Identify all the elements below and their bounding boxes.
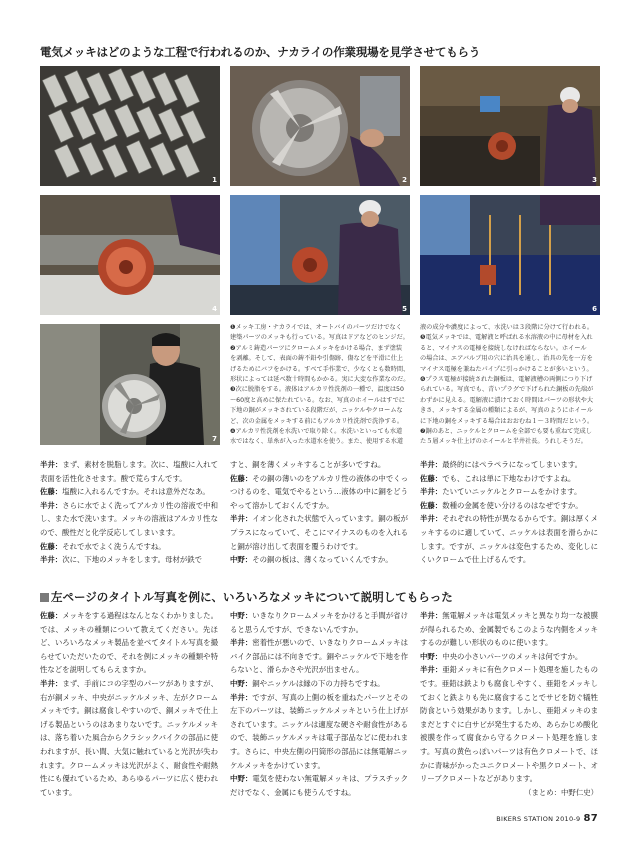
speaker: 佐藤： — [40, 487, 63, 497]
speaker: 中野： — [230, 611, 253, 620]
caption-line: げるためにバフをかける。すべて手作業で、少なくとも数時間、 — [230, 365, 410, 373]
caption-line: を剥離。そして、表面の鋳不鉛や引傷跡、傷などを平滑に仕上 — [230, 355, 404, 363]
speaker: 中野： — [230, 555, 253, 565]
caption-line: 液の成分や濃度によって、水洗いは３段階に分けて行われる。 — [420, 324, 594, 331]
photo-copper-plating — [420, 195, 600, 315]
dialogue-text: 数種の金属を使い分けるのはなぜですか。 — [442, 500, 583, 510]
dialogue-line — [420, 485, 598, 499]
dialogue-text: 無電解メッキは電気メッキと異なり均一な被膜が得られるため、金属製でもこのような内側をメッキするのが難しい形状のものに使います。 — [420, 611, 598, 648]
page-number: 87 — [583, 813, 598, 824]
speaker: 中野： — [230, 774, 253, 784]
square-bullet-icon — [40, 593, 49, 602]
dialogue-text: すと、銅を薄くメッキすることが多いですね。 — [230, 460, 386, 469]
dialogue-line — [230, 636, 408, 677]
speaker: 半井： — [40, 460, 63, 469]
speaker: 佐藤： — [420, 500, 443, 510]
dialogue-text: 銅やニッケルは縁の下の力持ちですね。 — [252, 678, 385, 688]
dialogue-text: 中央の小さいパーツのメッキは何ですか。 — [442, 651, 583, 661]
photo-buffing — [230, 66, 410, 186]
page-footer — [496, 813, 598, 824]
speaker: 佐藤： — [230, 473, 253, 483]
caption-line: 下地の銅がメッキされている段階だが、ニッケルやクロームな — [230, 407, 403, 415]
photo-hinges — [40, 66, 220, 186]
dialogue-line — [40, 540, 218, 554]
caption-line: ど、次の金属をメッキする前にもアルカリ性洗剤で洗浄する。 — [230, 417, 404, 425]
photo-caption-right — [420, 323, 604, 448]
byline — [420, 786, 598, 800]
dialogue-line — [230, 609, 408, 636]
dialogue-line — [40, 609, 218, 677]
caption-line: ❸次に脱脂をする。液体はアルカリ性洗剤の一種で、温度は50 — [230, 386, 404, 394]
dialogue-text: 電気を使わない無電解メッキは、プラスチックだけでなく、金属にも使うんですね。 — [230, 774, 408, 797]
photo-number: 4 — [212, 305, 217, 313]
speaker: 佐藤： — [40, 611, 63, 620]
dialogue-text: メッキをする過程はなんとなくわかりました。では、メッキの種類について教えてください。先ほど、いろいろなメッキ製品を並べてタイトル写真を撮らせていただいたので、それを例にメッキの種類や特性などを説明してもらえますか。 — [40, 611, 218, 675]
caption-line: 水ではなく、単糸が入った水道水を使う。また、使用する水道 — [230, 438, 404, 446]
dialogue-text: 亜鉛メッキに有色クロメート処理を施したものです。亜鉛は鉄よりも腐食しやすく、亜鉛をメッキしておくと鉄よりも先に腐食することでサビを防ぐ犠牲防食という効果があります。しかし、亜鉛メッキのままだとすぐに白サビが発生するため、あらかじめ酸化被膜を作って腐食から守るクロメート処理を施します。写真の黄色っぽいパーツは有色クロメートで、ほかに青味がかったユニクロメートや黒クロメート、オリーブクロメートなどがあります。 — [420, 665, 598, 784]
photo-rinsing — [40, 195, 220, 315]
dialogue-line — [420, 663, 598, 785]
dialogue-text: 密着性が悪いので、いきなりクロームメッキはバイク部品には不向きです。銅やニッケルで下地を作らないと、滑らかさや光沢が出ません。 — [230, 638, 408, 675]
speaker: 半井： — [420, 460, 443, 469]
dialogue-line — [420, 650, 598, 664]
dialogue-line — [420, 458, 598, 472]
dialogue-text: さらに水でよく洗ってアルカリ性の溶液で中和し、また水で洗います。メッキの溶液はアルカリ性なので、酸性だと化学反応してしまいます。 — [40, 500, 218, 537]
speaker: 半井： — [40, 500, 63, 510]
speaker: 半井： — [420, 611, 443, 620]
dialogue-line — [230, 772, 408, 799]
dialogue-line — [230, 553, 408, 567]
caption-line: ❻プラス電極が接続された銅板は、電解液槽の両側につり下げ — [420, 376, 593, 384]
dialogue-line — [230, 512, 408, 553]
caption-line: た５層メッキ仕上げのホイールと半井社長。うれしそうだ。 — [420, 438, 587, 446]
photo-number: 5 — [402, 305, 407, 313]
speaker: 半井： — [420, 487, 443, 497]
photo-number: 7 — [212, 435, 217, 443]
dialogue-line — [420, 472, 598, 486]
caption-line: ❺電気メッキでは、電解液と呼ばれる水溶液の中に母材を入れ — [420, 334, 593, 342]
photo-number: 2 — [402, 176, 407, 184]
speaker: 半井： — [230, 514, 253, 524]
dialogue-text: たいていニッケルとクロームをかけます。 — [442, 487, 582, 497]
dialogue-text: いきなりクロームメッキをかけると手間が省けると思うんですが、できないんですか。 — [230, 611, 408, 634]
page-heading: 電気メッキはどのような工程で行われるのか、ナカライの作業現場を見学させてもらう — [40, 45, 481, 59]
dialogue-text: その銅の板は、薄くなっていくんですか。 — [252, 555, 393, 565]
dialogue-line — [40, 458, 218, 485]
dialogue-text: でも、これは単に下地なわけですよね。 — [442, 473, 576, 483]
dialogue-text: 最終的にはペラペラになってしまいます。 — [442, 460, 583, 469]
magazine-name: BIKERS STATION 2010-9 — [496, 815, 581, 823]
dialogue-text: その銅の薄いのをアルカリ性の液体の中でくっつけるのを、電気でやるという…液体の中に銅をどうやって溶かしておくんですか。 — [230, 473, 408, 510]
speaker: 半井： — [40, 555, 63, 565]
caption-line: ❹アルカリ性洗剤を水洗いで取り除く。水洗いといっても水道 — [230, 428, 403, 436]
caption-line: ると、マイナスの電極を接続しなければならない。ホイール — [420, 344, 587, 352]
dialogue-line — [230, 458, 408, 472]
dialogue-text: 塩酸に入れるんですか。それは意外だなあ。 — [62, 487, 210, 497]
photo-electrode — [230, 195, 410, 315]
caption-line: わずかに見える。電解液に漬けておく時間はパーツの形状や大 — [420, 396, 594, 404]
dialogue-text: それぞれの特性が異なるからです。銅は厚くメッキするのに適していて、ニッケルは表面を滑らかにします。ですが、ニッケルは変色するため、変化しにくいクロームで仕上げるんです。 — [420, 514, 598, 565]
caption-line: られている。写真でも、青いプラグで下げられた銅板の先端が — [420, 386, 594, 394]
dialogue-text: まず、素材を脱脂します。次に、塩酸に入れて表面を活性化させます。酸で荒らすんです。 — [40, 460, 218, 483]
dialogue-line — [230, 472, 408, 513]
dialogue-line — [40, 485, 218, 499]
dialogue-line — [420, 499, 598, 513]
dialogue-line — [230, 677, 408, 691]
caption-line: に下地の銅をメッキする場合はおおむね１～３時間だという。 — [420, 417, 594, 425]
speaker: 半井： — [420, 665, 443, 675]
photo-president-wheel — [40, 324, 220, 445]
caption-line: きさ、メッキする金属の種類によるが、写真のようにホイール — [420, 407, 593, 415]
speaker: 佐藤： — [40, 541, 63, 551]
photo-caption-left — [230, 323, 414, 448]
photo-degreasing — [420, 66, 600, 186]
interview-column-5 — [230, 609, 408, 799]
dialogue-line — [420, 512, 598, 566]
dialogue-text: ですが、写真の上側の板を重ねたパーツとその左下のパーツは、装飾ニッケルメッキという仕上げがされています。ニッケルは適度な硬さや耐食性があるので、装飾ニッケルメッキは電子部品などに使われます。さらに、中央左側の円筒形の部品には無電解ニッケルメッキをかけています。 — [230, 692, 408, 770]
interview-column-3 — [420, 458, 598, 567]
speaker: 半井： — [230, 692, 253, 702]
interview-column-6 — [420, 609, 598, 799]
interview-column-1 — [40, 458, 218, 567]
speaker: 中野： — [230, 678, 253, 688]
interview-column-4 — [40, 609, 218, 799]
dialogue-text: イオン化された状態で入っています。銅の板がプラスになっていて、そこにマイナスのものを入れると銅が溶け出して表面を覆うわけです。 — [230, 514, 408, 551]
speaker: 半井： — [40, 678, 63, 688]
dialogue-text: 次に、下地のメッキをします。母材が鉄で — [62, 555, 203, 565]
caption-line: マイナス電極を兼ねたパイプに引っかけることが多いという。 — [420, 365, 593, 373]
dialogue-line — [40, 553, 218, 567]
caption-line: の場合は、エアバルブ用の穴に治具を通し、治具の先を一方を — [420, 355, 593, 363]
caption-line: ～60度と高めに保たれている。なお、写真のホイールはすでに — [230, 396, 405, 404]
interview-column-2 — [230, 458, 408, 567]
speaker: 半井： — [230, 638, 253, 648]
speaker: 半井： — [420, 514, 443, 524]
speaker: 中野： — [420, 651, 443, 661]
caption-line: ❼銅のあと、ニッケルとクロームを全部でも要も重ねて完成し — [420, 428, 592, 436]
section-heading-text: 左ページのタイトル写真を例に、いろいろなメッキについて説明してもらった — [51, 590, 453, 604]
photo-number: 3 — [592, 176, 597, 184]
caption-line: ❶メッキ工房・ナカライでは、オートバイのパーツだけでなく — [230, 324, 402, 331]
photo-number: 1 — [212, 176, 217, 184]
byline-text: （まとめ：中野仁史） — [524, 787, 598, 797]
caption-line: 形状によっては延べ数十時間もかかる。実に大変な作業なのだ。 — [230, 376, 410, 384]
section-heading — [40, 589, 453, 605]
dialogue-line — [420, 609, 598, 650]
dialogue-line — [40, 677, 218, 799]
dialogue-text: それで水でよく洗うんですね。 — [62, 541, 166, 551]
photo-number: 6 — [592, 305, 597, 313]
dialogue-text: まず、手前にコの字型のパーツがありますが、右が銅メッキ、中央がニッケルメッキ、左がクロームメッキです。銅は腐食しやすいので、銅メッキで仕上げる製品というのはあまりないです。ニッケルメッキは、落ち着いた風合からクラシックバイクの部品に使われますが、長い間、大気に触れていると光沢が失われます。クロームメッキは光沢がよく、耐食性や耐熱性にも優れているため、あらゆるパーツに広く使われています。 — [40, 678, 218, 797]
caption-line: 建築パーツのメッキも行っている。写真はドアなどのヒンジだ。 — [230, 334, 409, 342]
dialogue-line — [230, 691, 408, 773]
dialogue-line — [40, 499, 218, 540]
caption-line: ❷アルミ鋳造パーツにクロームメッキをかける場合、まず塗装 — [230, 344, 403, 352]
speaker: 佐藤： — [420, 473, 443, 483]
